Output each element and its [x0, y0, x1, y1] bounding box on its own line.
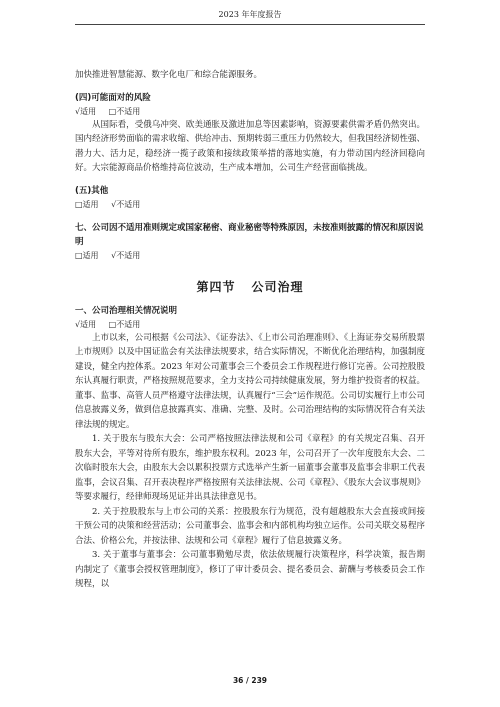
risks-heading: (四)可能面对的风险	[75, 92, 151, 103]
seventh-options	[75, 249, 425, 262]
page-header: 2023 年年度报告	[75, 10, 425, 25]
page-content	[75, 68, 425, 592]
other-applicable: □适用	[75, 199, 99, 209]
governance-heading: 一、公司治理相关情况说明	[75, 305, 178, 316]
section-name: 公司治理	[251, 279, 304, 294]
seventh-applicable: □适用	[75, 250, 99, 260]
risks-not-applicable: □不适用	[108, 106, 141, 116]
governance-paragraph-3: 2. 关于控股股东与上市公司的关系：控股股东行为规范，没有超越股东大会直接或间接干预公司的决策和经营活动；公司董事会、监事会和内部机构均独立运作。公司关联交易程序合法、价格公允，并按法律、法规和公司《章程》履行了信息披露义务。	[75, 506, 425, 546]
intro-text: 加快推进智慧能源、数字化电厂和综合能源服务。	[75, 70, 263, 80]
governance-paragraph-4: 3. 关于董事与董事会：公司董事勤勉尽责，依法依规履行决策程序，科学决策，报告期内制定了《董事会授权管理制度》，修订了审计委员会、提名委员会、薪酬与考核委员会工作规程，以	[75, 550, 425, 589]
other-not-applicable: √不适用	[111, 199, 141, 209]
seventh-not-applicable: √不适用	[111, 250, 141, 260]
governance-options	[75, 318, 425, 331]
governance-not-applicable: □不适用	[108, 319, 141, 329]
governance-paragraph-1: 上市以来，公司根据《公司法》、《证券法》、《上市公司治理准则》、《上海证券交易所股票上市规则》以及中国证监会有关法律法规要求，结合实际情况，不断优化治理结构，加强制度建设，健全内控体系。2023 年对公司董事会三个委员会工作规程进行修订完善。公司控股股东认真履行职责，严格按照规范要求，全力支持公司持续健康发展，努力维护投资者的权益。董事、监事、高管人员严格遵守法律法规，认真履行“三会”运作规范。公司切实履行上市公司信息披露义务，做到信息披露真实、准确、完整、及时。公司治理结构的实际情况符合有关法律法规的规定。	[75, 332, 425, 430]
risks-text: 从国际看，受俄乌冲突、欧美通胀及激进加息等因素影响，资源要素供需矛盾仍然突出。国内经济形势面临的需求收缩、供给冲击、预期转弱三重压力仍然较大，但我国经济韧性强、潜力大、活力足，稳经济一揽子政策和接续政策举措的落地实施，有力带动国内经济回稳向好。大宗能源商品价格维持高位波动，生产成本增加，公司生产经营面临挑战。	[75, 119, 425, 173]
seventh-heading: 七、公司因不适用准则规定或国家秘密、商业秘密等特殊原因，未按准则披露的情况和原因说明	[75, 222, 424, 247]
page-number: 36 / 239	[232, 676, 268, 685]
section-title	[75, 278, 425, 296]
governance-applicable: √适用	[75, 319, 97, 329]
governance-paragraph-2: 1. 关于股东与股东大会：公司严格按照法律法规和公司《章程》的有关规定召集、召开股东大会，平等对待所有股东，维护股东权利。2023 年，公司召开了一次年度股东大会、二次临时股东大会，由股东大会以累积投票方式选举产生新一届董事会董事及监事会非职工代表监事，会议召集、召开表决程序严格按照有关法律法规、公司《章程》、《股东大会议事规则》等要求履行，经律师现场见证并出具法律意见书。	[75, 434, 425, 502]
risks-applicable: √适用	[75, 106, 97, 116]
other-heading: (五)其他	[75, 185, 109, 196]
other-options	[75, 198, 425, 211]
section-number: 第四节	[196, 279, 236, 294]
risks-options	[75, 105, 425, 118]
